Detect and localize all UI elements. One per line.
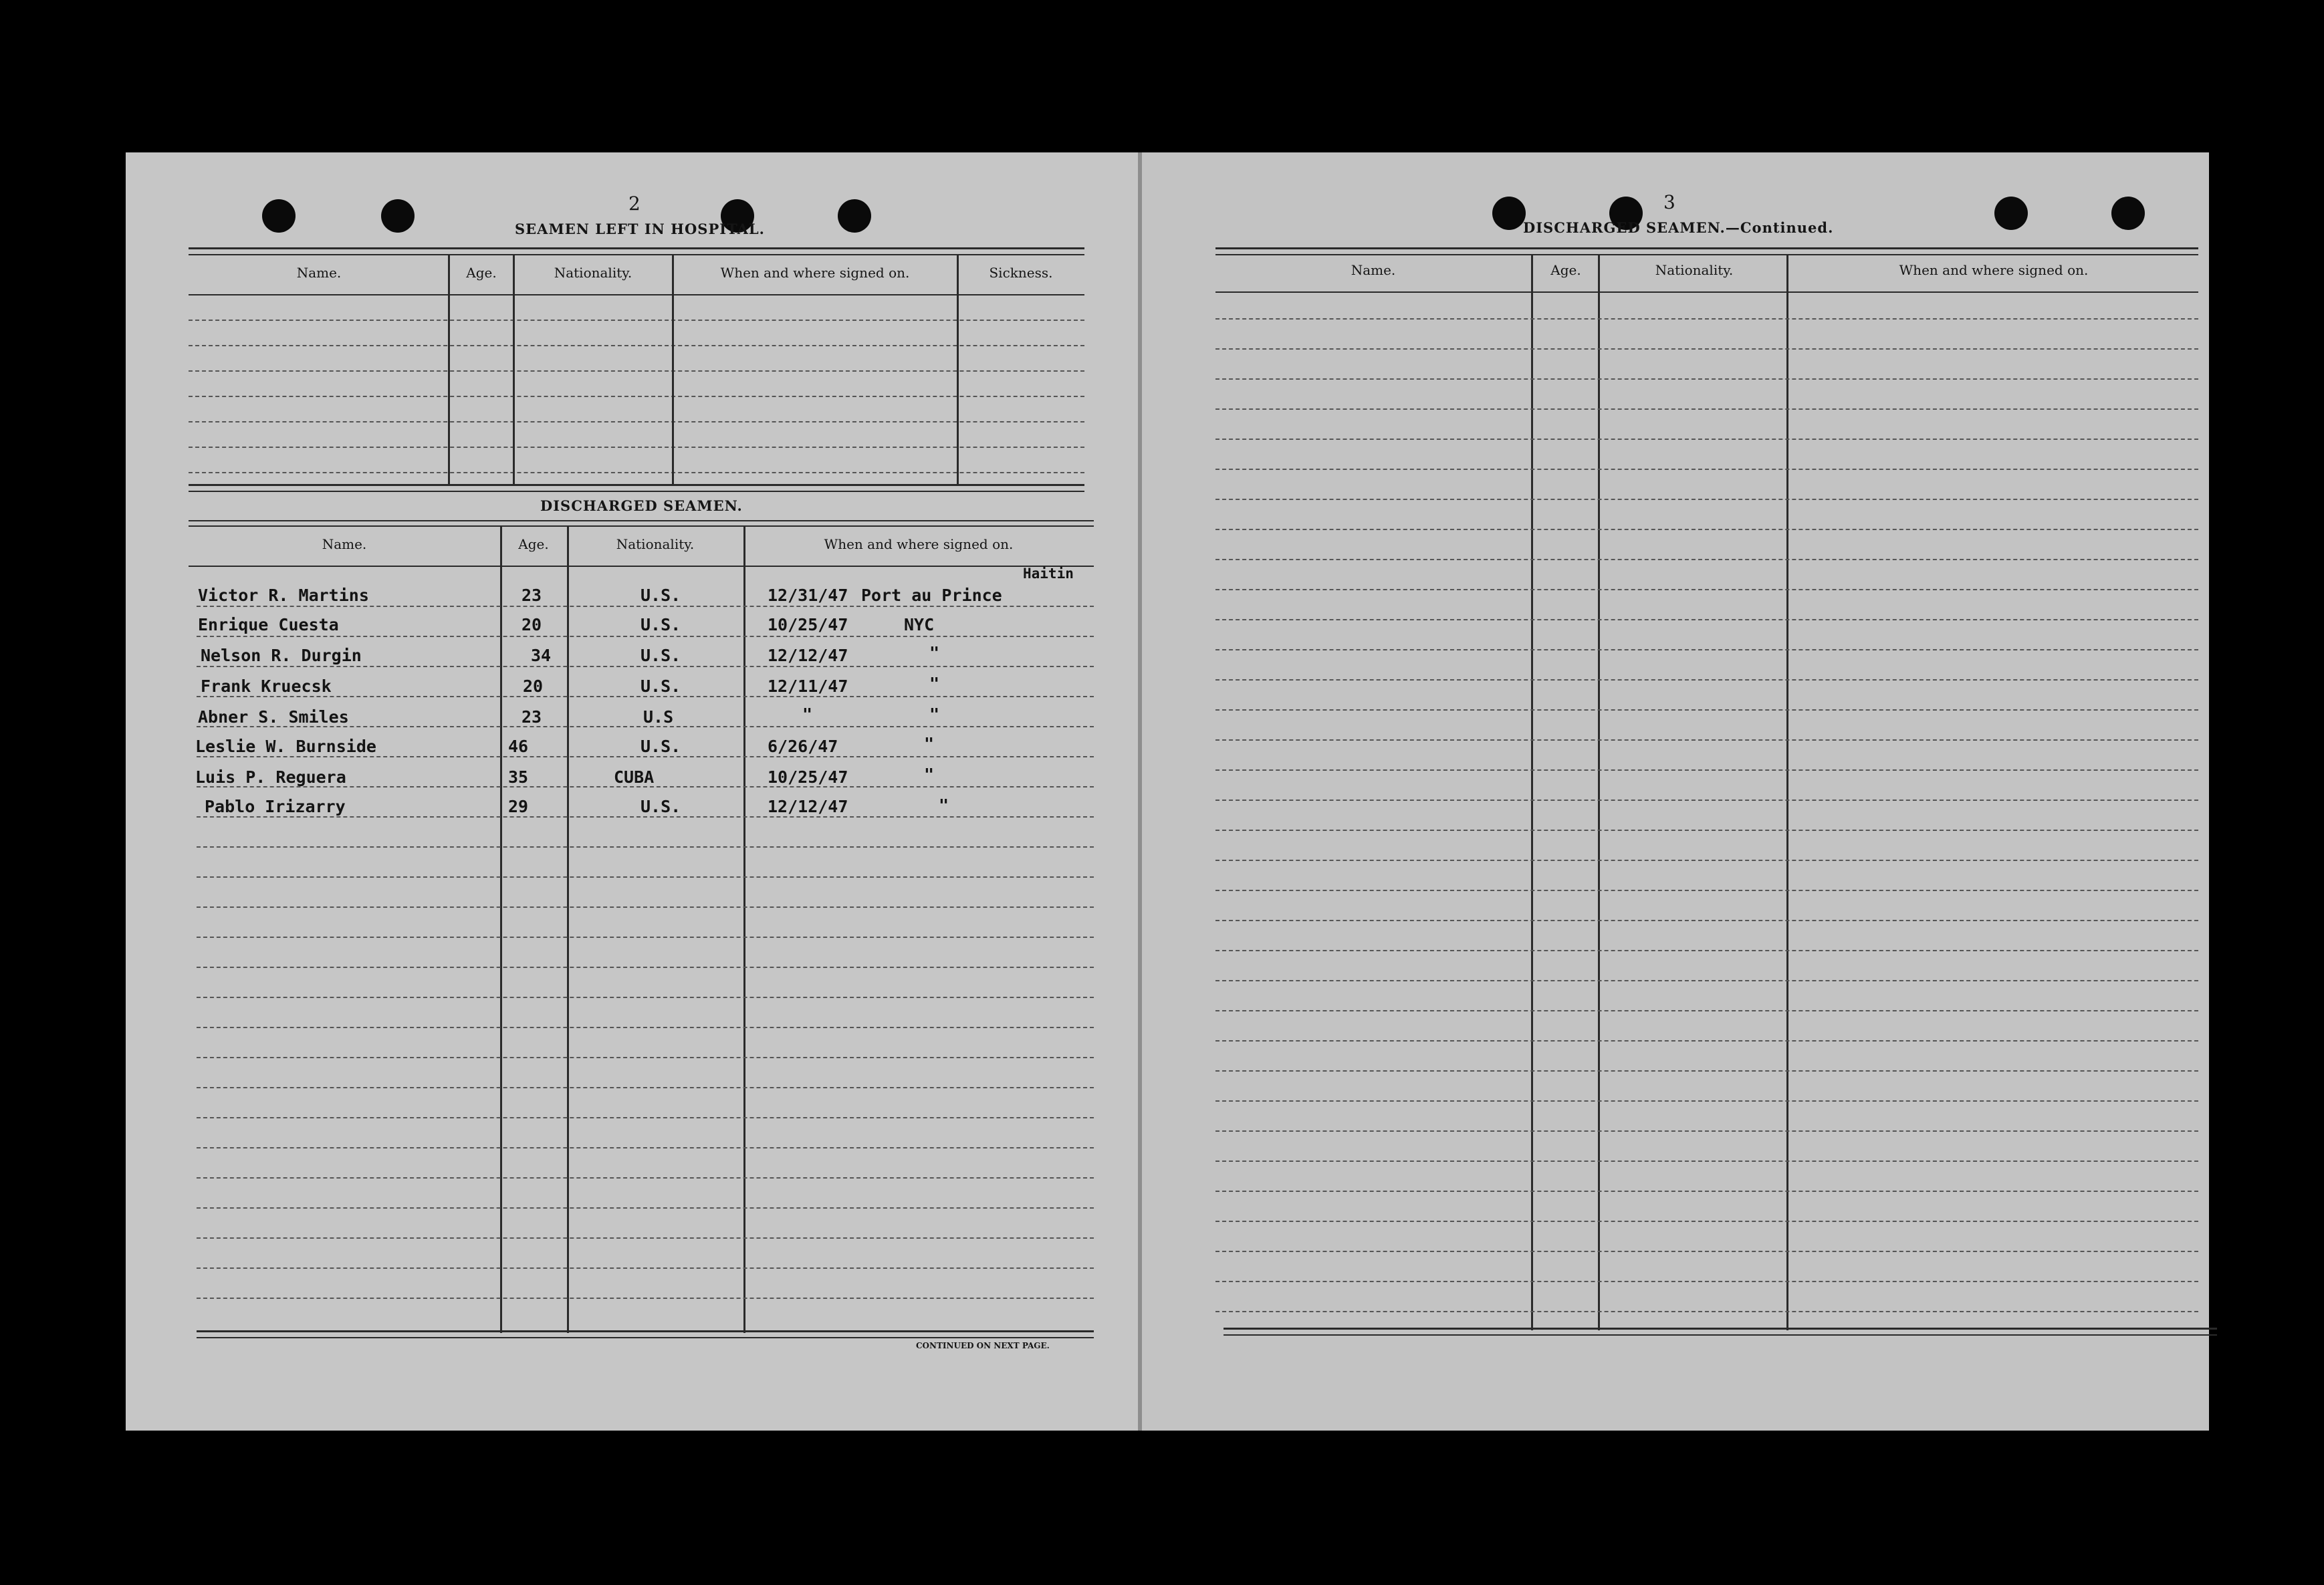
column-rule xyxy=(743,525,745,1333)
entry-line xyxy=(1215,739,2198,741)
rule xyxy=(189,520,1094,521)
seaman-signed-place: " xyxy=(924,734,935,753)
entry-line xyxy=(1215,1311,2198,1312)
entry-line xyxy=(1215,1100,2198,1102)
entry-line xyxy=(197,636,1094,637)
hospital-col-age: Age. xyxy=(466,265,497,281)
entry-line xyxy=(197,1237,1094,1239)
seaman-signed-place: " xyxy=(929,705,940,724)
seaman-nationality: U.S. xyxy=(641,677,681,696)
seaman-signed-place: " xyxy=(929,674,940,693)
seaman-signed-date: 12/12/47 xyxy=(768,646,848,665)
entry-line xyxy=(1215,769,2198,771)
seaman-nationality: U.S. xyxy=(641,797,681,816)
entry-line xyxy=(1215,469,2198,470)
entry-line xyxy=(1215,1070,2198,1072)
entry-line xyxy=(189,472,1084,473)
entry-line xyxy=(1215,649,2198,650)
seaman-signed-place: NYC xyxy=(904,615,935,634)
column-rule xyxy=(1786,254,1788,1330)
entry-line xyxy=(197,756,1094,757)
punch-hole xyxy=(2111,197,2145,230)
entry-line xyxy=(1215,378,2198,380)
entry-line xyxy=(197,846,1094,848)
entry-line xyxy=(197,1087,1094,1088)
punch-hole xyxy=(262,199,296,233)
seaman-name: Pablo Irizarry xyxy=(205,797,346,816)
entry-line xyxy=(197,606,1094,607)
entry-line xyxy=(1215,800,2198,801)
entry-line xyxy=(1215,1251,2198,1252)
entry-line xyxy=(197,1298,1094,1299)
seaman-nationality: U.S xyxy=(643,707,674,727)
seaman-signed-date: " xyxy=(802,705,813,724)
entry-line xyxy=(197,1207,1094,1209)
rule xyxy=(1224,1334,2217,1336)
seaman-name: Nelson R. Durgin xyxy=(201,646,362,665)
seaman-name: Enrique Cuesta xyxy=(198,615,339,634)
entry-line xyxy=(197,1147,1094,1148)
entry-line xyxy=(189,370,1084,372)
seaman-age: 35 xyxy=(508,767,529,787)
right-col-name: Name. xyxy=(1351,262,1396,278)
entry-line xyxy=(1215,1281,2198,1282)
entry-line xyxy=(1215,1221,2198,1222)
seaman-nationality: U.S. xyxy=(641,737,681,756)
seaman-signed-date: 12/11/47 xyxy=(768,677,848,696)
hospital-section-title: SEAMEN LEFT IN HOSPITAL. xyxy=(515,221,765,237)
right-page xyxy=(1141,152,2209,1431)
entry-line xyxy=(1215,860,2198,861)
hospital-col-signed-on: When and where signed on. xyxy=(720,265,910,281)
entry-line xyxy=(197,1117,1094,1118)
column-rule xyxy=(1531,254,1533,1330)
left-page xyxy=(126,152,1139,1431)
rule xyxy=(1215,291,2198,293)
rule xyxy=(189,484,1084,486)
page-number-right: 3 xyxy=(1663,191,1675,213)
entry-line xyxy=(189,421,1084,422)
seaman-name: Leslie W. Burnside xyxy=(195,737,376,756)
seaman-nationality: U.S. xyxy=(641,646,681,665)
seaman-nationality: U.S. xyxy=(641,615,681,634)
entry-line xyxy=(1215,1130,2198,1132)
entry-line xyxy=(189,447,1084,448)
hospital-col-nationality: Nationality. xyxy=(554,265,632,281)
entry-line xyxy=(1215,1161,2198,1162)
column-rule xyxy=(567,525,569,1333)
seaman-signed-place: " xyxy=(924,765,935,784)
entry-line xyxy=(1215,589,2198,590)
entry-line xyxy=(197,967,1094,968)
seaman-age: 29 xyxy=(508,797,529,816)
punch-hole xyxy=(1492,197,1526,230)
discharged-col-name: Name. xyxy=(322,536,367,552)
seaman-name: Frank Kruecsk xyxy=(201,677,332,696)
seaman-nationality: U.S. xyxy=(641,586,681,605)
rule xyxy=(189,254,1084,255)
entry-line xyxy=(1215,830,2198,831)
right-page-title: DISCHARGED SEAMEN.—Continued. xyxy=(1523,219,1834,236)
rule xyxy=(197,1330,1094,1332)
entry-line xyxy=(1215,529,2198,530)
right-col-signed-on: When and where signed on. xyxy=(1899,262,2089,278)
column-rule xyxy=(500,525,502,1333)
entry-line xyxy=(197,1057,1094,1058)
column-rule xyxy=(448,254,450,484)
seaman-name: Abner S. Smiles xyxy=(198,707,349,727)
rule xyxy=(189,491,1084,492)
rule xyxy=(189,566,1094,567)
entry-line xyxy=(197,696,1094,697)
hospital-col-name: Name. xyxy=(296,265,342,281)
seaman-signed-date: 12/31/47 xyxy=(768,586,848,605)
entry-line xyxy=(197,816,1094,818)
entry-line xyxy=(1215,439,2198,440)
entry-line xyxy=(1215,1191,2198,1192)
seaman-signed-date: 10/25/47 xyxy=(768,767,848,787)
entry-line xyxy=(1215,679,2198,681)
punch-hole xyxy=(1994,197,2028,230)
entry-line xyxy=(1215,920,2198,921)
seaman-age: 46 xyxy=(508,737,529,756)
entry-line xyxy=(1215,499,2198,500)
entry-line xyxy=(1215,619,2198,620)
rule xyxy=(1215,247,2198,249)
continued-note: CONTINUED ON NEXT PAGE. xyxy=(916,1341,1050,1350)
seaman-signed-place: Port au Prince xyxy=(861,586,1002,605)
entry-line xyxy=(197,666,1094,667)
entry-line xyxy=(197,906,1094,908)
seaman-signed-date: 12/12/47 xyxy=(768,797,848,816)
punch-hole xyxy=(838,199,871,233)
seaman-nationality: CUBA xyxy=(614,767,655,787)
rule xyxy=(1215,254,2198,255)
punch-hole xyxy=(381,199,415,233)
entry-line xyxy=(197,1267,1094,1269)
rule xyxy=(189,294,1084,295)
entry-line xyxy=(197,997,1094,998)
column-rule xyxy=(513,254,515,484)
page-fold xyxy=(1138,152,1142,1431)
entry-line xyxy=(197,1177,1094,1179)
seaman-name: Victor R. Martins xyxy=(198,586,369,605)
entry-line xyxy=(1215,318,2198,320)
entry-line xyxy=(189,396,1084,397)
seaman-age: 23 xyxy=(521,586,542,605)
rule xyxy=(197,1337,1094,1338)
entry-line xyxy=(1215,890,2198,891)
discharged-col-age: Age. xyxy=(518,536,549,552)
seaman-age: 20 xyxy=(521,615,542,634)
seaman-name: Luis P. Reguera xyxy=(195,767,346,787)
entry-line xyxy=(1215,1040,2198,1042)
discharged-col-nationality: Nationality. xyxy=(616,536,695,552)
right-col-nationality: Nationality. xyxy=(1655,262,1734,278)
place-note-haitin: Haitin xyxy=(1023,566,1074,582)
entry-line xyxy=(1215,950,2198,951)
entry-line xyxy=(1215,408,2198,410)
column-rule xyxy=(957,254,959,484)
entry-line xyxy=(197,937,1094,938)
discharged-col-signed-on: When and where signed on. xyxy=(824,536,1014,552)
entry-line xyxy=(197,1027,1094,1028)
seaman-signed-place: " xyxy=(939,796,949,815)
entry-line xyxy=(189,345,1084,346)
entry-line xyxy=(1215,980,2198,981)
seaman-age: 23 xyxy=(521,707,542,727)
discharged-section-title: DISCHARGED SEAMEN. xyxy=(540,497,743,514)
seaman-signed-place: " xyxy=(929,643,940,662)
rule xyxy=(1224,1328,2217,1330)
entry-line xyxy=(1215,559,2198,560)
entry-line xyxy=(1215,1010,2198,1011)
entry-line xyxy=(1215,709,2198,711)
hospital-col-sickness: Sickness. xyxy=(989,265,1053,281)
column-rule xyxy=(672,254,674,484)
rule xyxy=(189,247,1084,249)
entry-line xyxy=(1215,348,2198,350)
rule xyxy=(189,525,1094,527)
seaman-signed-date: 10/25/47 xyxy=(768,615,848,634)
right-col-age: Age. xyxy=(1550,262,1581,278)
seaman-age: 20 xyxy=(523,677,544,696)
entry-line xyxy=(197,876,1094,878)
seaman-signed-date: 6/26/47 xyxy=(768,737,838,756)
seaman-age: 34 xyxy=(531,646,552,665)
column-rule xyxy=(1598,254,1600,1330)
page-number-left: 2 xyxy=(628,193,641,215)
entry-line xyxy=(189,320,1084,321)
